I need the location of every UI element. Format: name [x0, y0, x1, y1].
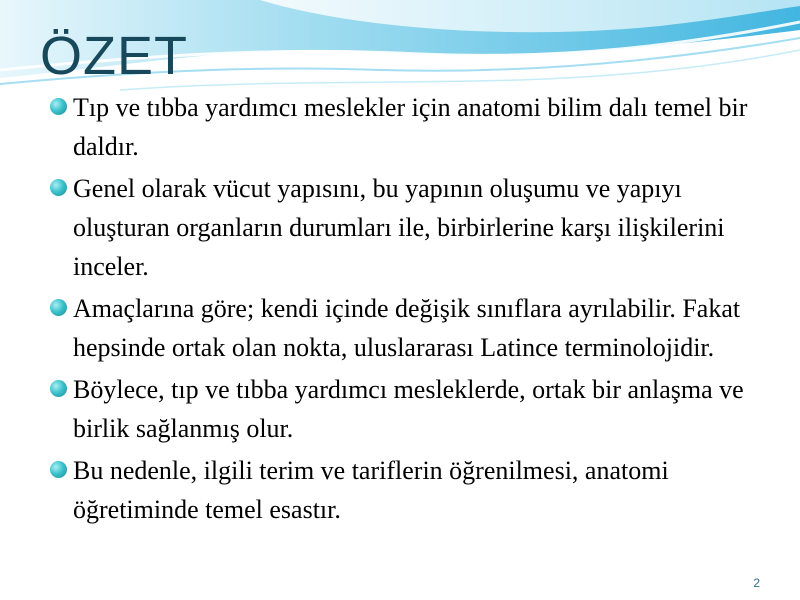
page-number: 2	[753, 576, 760, 590]
bullet-item	[50, 370, 750, 448]
bullet-item	[50, 451, 750, 529]
bullet-text: Böylece, tıp ve tıbba yardımcı mesleklerde, ortak bir anlaşma ve birlik sağlanmış olur.	[73, 375, 744, 443]
bullet-text: Tıp ve tıbba yardımcı meslekler için anatomi bilim dalı temel bir daldır.	[73, 93, 748, 161]
bullet-text: Genel olarak vücut yapısını, bu yapının oluşumu ve yapıyı oluşturan organların durumları ile, birbirlerine karşı ilişkilerini inceler.	[73, 174, 725, 281]
slide-title: ÖZET	[40, 26, 188, 86]
bullet-text: Bu nedenle, ilgili terim ve tariflerin öğrenilmesi, anatomi öğretiminde temel esastır.	[73, 456, 669, 524]
bullet-list	[50, 88, 750, 532]
round-bullet-icon	[50, 380, 67, 397]
bullet-text: Amaçlarına göre; kendi içinde değişik sınıflara ayrılabilir. Fakat hepsinde ortak olan nokta, uluslararası Latince terminolojidir.	[73, 294, 741, 362]
round-bullet-icon	[50, 98, 67, 115]
bullet-item	[50, 169, 750, 286]
bullet-item	[50, 88, 750, 166]
bullet-item	[50, 289, 750, 367]
round-bullet-icon	[50, 299, 67, 316]
round-bullet-icon	[50, 179, 67, 196]
round-bullet-icon	[50, 461, 67, 478]
